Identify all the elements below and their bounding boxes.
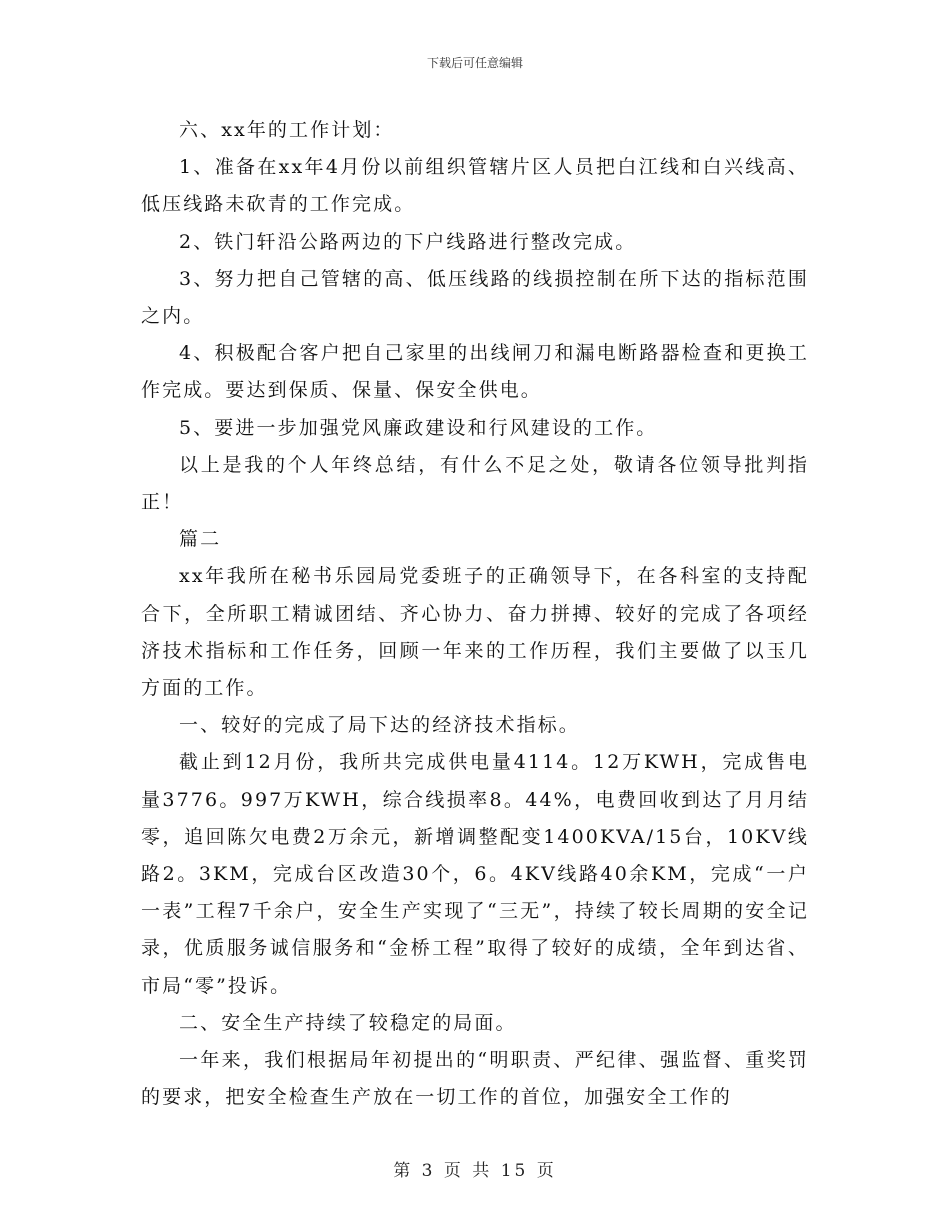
plan-item-1: 1、准备在xx年4月份以前组织管辖片区人员把白江线和白兴线高、低压线路未砍青的工作完成。	[141, 156, 809, 216]
part-heading: 篇二	[179, 528, 222, 551]
document-body	[141, 112, 809, 1116]
statistics-paragraph: 截止到12月份，我所共完成供电量4114。12万KWH，完成售电量3776。997万KWH，综合线损率8。44%，电费回收到达了月月结零，追回陈欠电费2万余元，新增调整配变1400KVA/15台，10KV线路2。3KM，完成台区改造30个，6。4KV线路40余KM，完成“一户一表”工程7千余户，安全生产实现了“三无”，持续了较长周期的安全记录，优质服务诚信服务和“金桥工程”取得了较好的成绩，全年到达省、市局“零”投诉。	[141, 751, 809, 997]
closing-paragraph: 以上是我的个人年终总结，有什么不足之处，敬请各位领导批判指正！	[141, 453, 809, 514]
section-heading-1: 一、较好的完成了局下达的经济技术指标。	[179, 714, 580, 737]
intro-paragraph: xx年我所在秘书乐园局党委班子的正确领导下，在各科室的支持配合下，全所职工精诚团结、齐心协力、奋力拼搏、较好的完成了各项经济技术指标和工作任务，回顾一年来的工作历程，我们主要做了以玉几方面的工作。	[141, 565, 809, 700]
page-number: 第 3 页 共 15 页	[393, 1161, 557, 1181]
plan-item-3: 3、努力把自己管辖的高、低压线路的线损控制在所下达的指标范围之内。	[141, 267, 809, 328]
plan-item-2: 2、铁门轩沿公路两边的下户线路进行整改完成。	[179, 230, 637, 253]
section-heading-2: 二、安全生产持续了较稳定的局面。	[179, 1011, 517, 1034]
safety-paragraph: 一年来，我们根据局年初提出的“明职责、严纪律、强监督、重奖罚的要求，把安全检查生产放在一切工作的首位，加强安全工作的	[141, 1049, 809, 1109]
plan-item-4: 4、积极配合客户把自己家里的出线闸刀和漏电断路器检查和更换工作完成。要达到保质、保量、保安全供电。	[141, 342, 809, 402]
page-header-note: 下载后可任意编辑	[426, 56, 523, 70]
plan-item-5: 5、要进一步加强党风廉政建设和行风建设的工作。	[179, 416, 658, 439]
section-heading: 六、xx年的工作计划：	[179, 119, 395, 141]
